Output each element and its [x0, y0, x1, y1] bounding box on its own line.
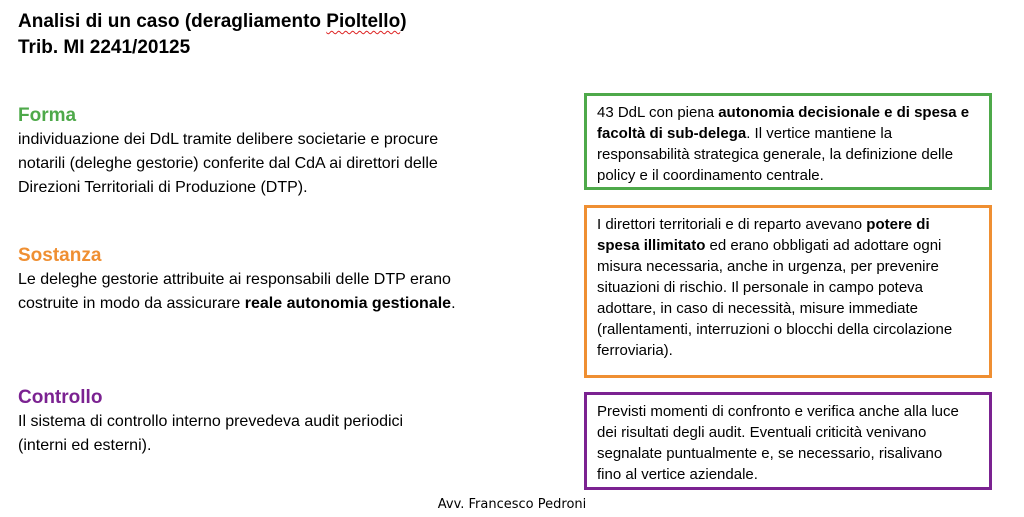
box-forma-detail: 43 DdL con piena autonomia decisionale e di spesa e facoltà di sub-delega. Il vertice mantiene la responsabilità strategica generale, la definizione delle policy e il coordinamento centrale.: [584, 93, 992, 190]
footer-author: Avv. Francesco Pedroni: [437, 497, 587, 512]
heading-forma: Forma: [18, 105, 77, 126]
heading-sostanza: Sostanza: [18, 245, 102, 266]
box-sostanza-detail: I direttori territoriali e di reparto avevano potere di spesa illimitato ed erano obbligati ad adottare ogni misura necessaria, anche in urgenza, per prevenire situazioni di rischio. Il personale in campo poteva adottare, in caso di necessità, misure immediate (rallentamenti, interruzioni o blocchi della circolazione ferroviaria).: [584, 205, 992, 378]
text-controllo: Il sistema di controllo interno prevedeva audit periodici (interni ed esterni).: [18, 413, 404, 454]
box-controllo-detail: Previsti momenti di confronto e verifica anche alla luce dei risultati degli audit. Eventuali criticità venivano segnalate puntualmente e, se necessario, risalivano fino al vertice aziendale.: [584, 392, 992, 490]
section-forma: [18, 104, 538, 200]
text-forma: individuazione dei DdL tramite delibere societarie e procure notarili (deleghe gestorie) conferite dal CdA ai direttori delle Direzioni Territoriali di Produzione (DTP).: [18, 131, 439, 196]
slide-title: [18, 9, 407, 61]
misspelled-word: Pioltello: [326, 11, 401, 32]
title-line-2: Trib. MI 2241/20125: [18, 37, 191, 58]
section-controllo: [18, 386, 538, 458]
heading-controllo: Controllo: [18, 387, 103, 408]
title-line-1: Analisi di un caso (deragliamento Pioltello): [18, 11, 407, 32]
text-sostanza: Le deleghe gestorie attribuite ai responsabili delle DTP erano costruite in modo da assicurare reale autonomia gestionale.: [18, 271, 456, 312]
section-sostanza: [18, 244, 538, 316]
